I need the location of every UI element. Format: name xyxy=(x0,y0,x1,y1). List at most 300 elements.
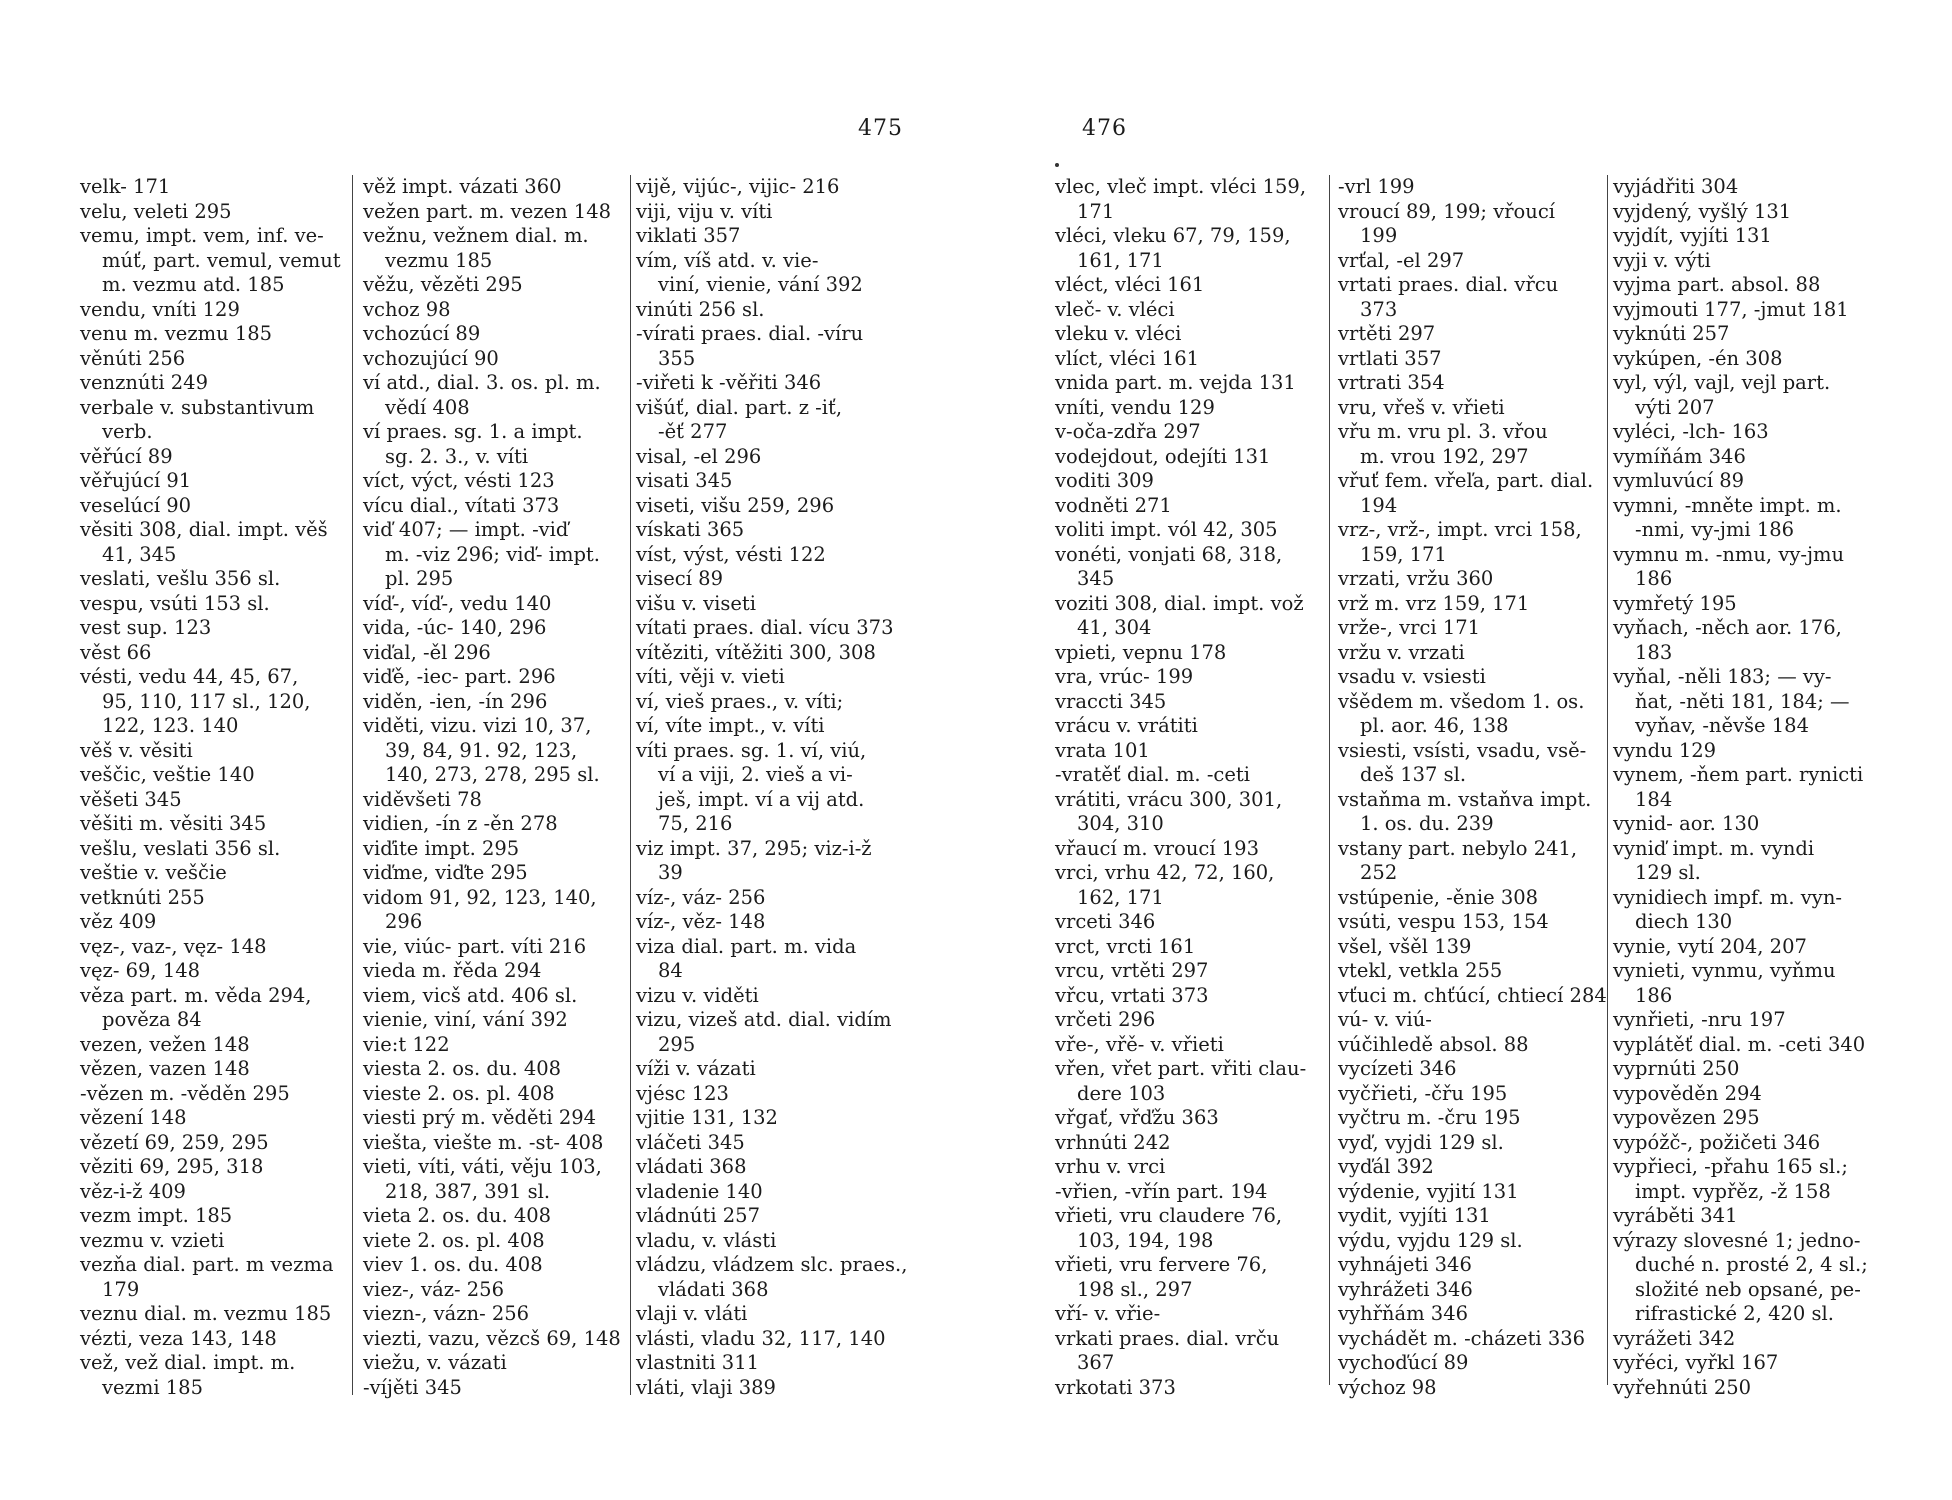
index-entry xyxy=(363,812,633,837)
entry-line: -vřien, -vřín part. 194 xyxy=(1055,1179,1268,1203)
column-rule xyxy=(1329,175,1330,1385)
index-entry xyxy=(1338,910,1610,935)
entry-line: vlíct, vléci 161 xyxy=(1055,346,1200,370)
index-entry xyxy=(1055,665,1325,690)
entry-continuation: 355 xyxy=(658,346,696,370)
index-entry xyxy=(1338,641,1610,666)
index-entry xyxy=(636,322,914,371)
index-entry xyxy=(363,984,633,1009)
index-entry xyxy=(1613,347,1903,372)
index-entry xyxy=(1613,1376,1903,1401)
entry-line: -vratěť dial. m. -ceti xyxy=(1055,763,1250,786)
index-entry xyxy=(1055,1131,1325,1156)
entry-line: vrata 101 xyxy=(1055,738,1150,762)
entry-line: vésti, vedu 44, 45, 67, xyxy=(80,665,299,688)
index-entry xyxy=(80,200,350,225)
index-entry xyxy=(1055,763,1325,788)
index-entry xyxy=(1338,1229,1610,1254)
index-column-4 xyxy=(1055,175,1325,1400)
entry-continuation: 186 xyxy=(1635,983,1673,1007)
entry-line: vřu m. vru pl. 3. vřou xyxy=(1338,420,1548,443)
entry-line: viezti, vazu, vězcš 69, 148 xyxy=(363,1326,621,1350)
entry-line: věž impt. vázati 360 xyxy=(363,175,562,198)
index-entry xyxy=(1338,518,1610,567)
entry-line: vrci, vrhu 42, 72, 160, xyxy=(1055,861,1275,884)
entry-line: vrkati praes. dial. vrču xyxy=(1055,1326,1280,1350)
entry-line: vieda m. řěda 294 xyxy=(363,959,542,982)
index-entry xyxy=(80,175,350,200)
index-entry xyxy=(1055,273,1325,298)
entry-continuation: pověza 84 xyxy=(102,1008,202,1031)
index-entry xyxy=(1338,616,1610,641)
entry-line: věziti 69, 295, 318 xyxy=(80,1155,264,1178)
entry-line: věz 409 xyxy=(80,910,157,933)
index-entry xyxy=(80,371,350,396)
entry-line: vládzu, vládzem slc. praes., xyxy=(636,1253,908,1276)
entry-line: vyjádřiti 304 xyxy=(1613,175,1739,198)
index-entry xyxy=(1055,175,1325,224)
index-entry xyxy=(363,1376,633,1401)
index-entry xyxy=(363,1302,633,1327)
index-entry xyxy=(80,1229,350,1254)
entry-line: vsadu v. vsiesti xyxy=(1338,665,1486,688)
index-entry xyxy=(363,1155,633,1204)
entry-line: vydit, vyjíti 131 xyxy=(1338,1204,1491,1227)
index-entry xyxy=(1613,935,1903,960)
entry-continuation: 41, 304 xyxy=(1077,616,1152,639)
entry-line: viděn, -ien, -ín 296 xyxy=(363,689,548,713)
entry-line: visecí 89 xyxy=(636,567,723,590)
entry-continuation: viní, vienie, vání 392 xyxy=(658,273,863,296)
entry-line: vrct, vrcti 161 xyxy=(1055,934,1196,958)
entry-line: viseti, višu 259, 296 xyxy=(636,493,835,517)
entry-continuation: 345 xyxy=(1077,567,1115,590)
entry-line: vyjmouti 177, -jmut 181 xyxy=(1613,297,1849,321)
index-entry xyxy=(1613,1229,1903,1327)
index-entry xyxy=(80,665,350,739)
index-entry xyxy=(636,298,914,323)
index-entry xyxy=(1613,543,1903,592)
entry-continuation: 41, 345 xyxy=(102,542,177,566)
index-entry xyxy=(1338,273,1610,322)
index-entry xyxy=(636,1106,914,1131)
index-entry xyxy=(1338,1033,1610,1058)
entry-line: viezn-, vázn- 256 xyxy=(363,1302,530,1325)
index-entry xyxy=(363,1131,633,1156)
index-entry xyxy=(1338,347,1610,372)
entry-line: vyřéci, vyřkl 167 xyxy=(1613,1351,1779,1374)
entry-line: vrtlati 357 xyxy=(1338,346,1442,370)
index-entry xyxy=(363,592,633,617)
entry-line: všědem m. všedom 1. os. xyxy=(1338,689,1585,713)
index-entry xyxy=(1613,1327,1903,1352)
entry-line: věst 66 xyxy=(80,640,152,664)
entry-continuation: m. vezmu atd. 185 xyxy=(102,273,285,296)
index-entry xyxy=(1055,396,1325,421)
entry-continuation: 159, 171 xyxy=(1360,542,1447,566)
entry-line: vrž m. vrz 159, 171 xyxy=(1338,591,1530,615)
entry-line: vržu v. vrzati xyxy=(1338,640,1465,664)
entry-continuation: pl. 295 xyxy=(385,567,454,590)
entry-line: vizu v. viděti xyxy=(636,983,759,1007)
entry-line: vím, víš atd. v. vie- xyxy=(636,248,819,272)
entry-line: viďme, viďte 295 xyxy=(363,861,528,884)
index-entry xyxy=(1055,1033,1325,1058)
entry-line: vru, vřeš v. vřieti xyxy=(1338,395,1505,419)
entry-line: vymřetý 195 xyxy=(1613,591,1737,615)
entry-line: vidien, -ín z -ěn 278 xyxy=(363,812,558,835)
entry-line: vláti, vlaji 389 xyxy=(636,1375,776,1399)
index-entry xyxy=(80,1033,350,1058)
index-entry xyxy=(80,910,350,935)
index-entry xyxy=(363,347,633,372)
entry-line: vyďál 392 xyxy=(1338,1155,1434,1178)
entry-line: -víjěti 345 xyxy=(363,1375,462,1399)
index-entry xyxy=(1338,200,1610,249)
entry-line: viesta 2. os. du. 408 xyxy=(363,1057,562,1080)
entry-line: vieste 2. os. pl. 408 xyxy=(363,1081,555,1105)
entry-line: vyjdít, vyjíti 131 xyxy=(1613,224,1772,247)
index-entry xyxy=(80,1351,350,1400)
index-entry xyxy=(80,567,350,592)
entry-line: výchoz 98 xyxy=(1338,1375,1437,1399)
index-entry xyxy=(80,445,350,470)
entry-line: vyléci, -lch- 163 xyxy=(1613,420,1769,443)
entry-line: vycízeti 346 xyxy=(1338,1057,1457,1080)
index-entry xyxy=(363,322,633,347)
index-entry xyxy=(636,469,914,494)
index-entry xyxy=(1338,1057,1610,1082)
entry-line: vyřehnúti 250 xyxy=(1613,1375,1752,1399)
entry-line: voliti impt. vól 42, 305 xyxy=(1055,518,1278,541)
entry-continuation: 171 xyxy=(1077,199,1115,223)
entry-line: vězen, vazen 148 xyxy=(80,1057,250,1080)
entry-line: venznúti 249 xyxy=(80,371,208,394)
entry-continuation: ňat, -něti 181, 184; — xyxy=(1635,689,1850,713)
entry-line: viza dial. part. m. vida xyxy=(636,934,857,958)
index-entry xyxy=(80,886,350,911)
index-entry xyxy=(1338,469,1610,518)
entry-continuation: 129 sl. xyxy=(1635,861,1701,884)
index-entry xyxy=(80,592,350,617)
index-entry xyxy=(1613,812,1903,837)
index-entry xyxy=(636,739,914,837)
entry-line: v-oča-zdřa 297 xyxy=(1055,420,1201,443)
entry-line: visal, -el 296 xyxy=(636,444,762,468)
entry-line: vymíňám 346 xyxy=(1613,444,1746,468)
entry-line: vieta 2. os. du. 408 xyxy=(363,1204,552,1227)
index-entry xyxy=(636,690,914,715)
index-entry xyxy=(1613,1155,1903,1204)
index-entry xyxy=(636,984,914,1009)
entry-line: vyjma part. absol. 88 xyxy=(1613,273,1821,296)
index-entry xyxy=(636,445,914,470)
entry-line: veščic, veštie 140 xyxy=(80,763,255,786)
index-entry xyxy=(363,1278,633,1303)
entry-line: vězetí 69, 259, 295 xyxy=(80,1130,269,1154)
index-entry xyxy=(363,494,633,519)
entry-line: vymni, -mněte impt. m. xyxy=(1613,493,1842,517)
entry-line: viď 407; — impt. -viď xyxy=(363,518,569,541)
index-entry xyxy=(80,1106,350,1131)
index-entry xyxy=(1613,763,1903,812)
entry-line: vyrážeti 342 xyxy=(1613,1326,1736,1350)
index-entry xyxy=(1055,935,1325,960)
entry-line: vúčihledě absol. 88 xyxy=(1338,1032,1529,1056)
entry-continuation: diech 130 xyxy=(1635,910,1733,933)
index-entry xyxy=(1613,1057,1903,1082)
entry-line: viz impt. 37, 295; viz-i-ž xyxy=(636,836,872,860)
index-entry xyxy=(1338,1302,1610,1327)
index-entry xyxy=(636,396,914,445)
entry-line: vrtrati 354 xyxy=(1338,371,1445,394)
index-entry xyxy=(1613,1204,1903,1229)
index-entry xyxy=(636,371,914,396)
entry-line: vřieti, vru claudere 76, xyxy=(1055,1204,1283,1227)
index-entry xyxy=(1055,469,1325,494)
index-entry xyxy=(80,396,350,445)
entry-line: vítěziti, vítěžiti 300, 308 xyxy=(636,640,876,664)
index-entry xyxy=(80,1204,350,1229)
entry-line: vypovězen 295 xyxy=(1613,1106,1760,1129)
index-entry xyxy=(636,494,914,519)
entry-line: vida, -úc- 140, 296 xyxy=(363,616,547,639)
entry-line: vest sup. 123 xyxy=(80,616,212,639)
index-entry xyxy=(80,347,350,372)
entry-line: vynieti, vynmu, vyňmu xyxy=(1613,959,1836,982)
entry-continuation: ví a viji, 2. vieš a vi- xyxy=(658,763,853,786)
entry-line: -viřeti k -věřiti 346 xyxy=(636,371,822,394)
entry-line: viďite impt. 295 xyxy=(363,836,520,860)
entry-line: vyňal, -něli 183; — vy- xyxy=(1613,665,1832,688)
entry-line: vespu, vsúti 153 sl. xyxy=(80,591,270,615)
entry-line: vícu dial., vítati 373 xyxy=(363,493,560,517)
index-entry xyxy=(636,1008,914,1057)
index-entry xyxy=(363,298,633,323)
entry-line: vijě, vijúc-, vijic- 216 xyxy=(636,175,840,198)
entry-line: vie, viúc- part. víti 216 xyxy=(363,934,587,958)
entry-line: vnida part. m. vejda 131 xyxy=(1055,371,1296,394)
entry-line: -vírati praes. dial. -víru xyxy=(636,322,864,345)
entry-line: vežen part. m. vezen 148 xyxy=(363,199,612,223)
index-entry xyxy=(1055,1302,1325,1327)
index-entry xyxy=(80,641,350,666)
index-entry xyxy=(636,886,914,911)
index-entry xyxy=(1055,1106,1325,1131)
entry-continuation: 122, 123. 140 xyxy=(102,714,239,737)
index-entry xyxy=(1055,861,1325,910)
entry-continuation: 1. os. du. 239 xyxy=(1360,812,1494,835)
index-entry xyxy=(363,1327,633,1352)
index-entry xyxy=(1613,1106,1903,1131)
entry-continuation: 295 xyxy=(658,1032,696,1056)
index-entry xyxy=(636,567,914,592)
entry-line: vieti, víti, váti, věju 103, xyxy=(363,1155,602,1178)
index-entry xyxy=(363,690,633,715)
entry-continuation: 218, 387, 391 sl. xyxy=(385,1179,551,1203)
entry-continuation: 95, 110, 117 sl., 120, xyxy=(102,689,311,713)
index-entry xyxy=(636,641,914,666)
page-number-left: 475 xyxy=(858,116,903,141)
index-entry xyxy=(363,861,633,886)
index-entry xyxy=(636,910,914,935)
index-entry xyxy=(1338,665,1610,690)
entry-continuation: výti 207 xyxy=(1635,395,1715,419)
index-entry xyxy=(636,714,914,739)
entry-line: veselúcí 90 xyxy=(80,493,192,517)
index-entry xyxy=(1613,200,1903,225)
index-entry xyxy=(363,886,633,935)
index-entry xyxy=(80,518,350,567)
entry-line: vládnúti 257 xyxy=(636,1204,760,1227)
entry-line: vchozúcí 89 xyxy=(363,322,481,345)
entry-line: vře-, vřě- v. vřieti xyxy=(1055,1032,1224,1056)
index-entry xyxy=(636,935,914,984)
index-column-1 xyxy=(80,175,350,1400)
entry-line: vra, vrúc- 199 xyxy=(1055,665,1194,688)
index-entry xyxy=(1613,616,1903,665)
entry-continuation: 186 xyxy=(1635,567,1673,590)
index-entry xyxy=(636,1180,914,1205)
entry-continuation: 296 xyxy=(385,910,423,933)
entry-line: vítati praes. dial. vícu 373 xyxy=(636,616,894,639)
index-entry xyxy=(1338,739,1610,788)
entry-continuation: múť, part. vemul, vemut xyxy=(102,248,341,272)
index-entry xyxy=(363,175,633,200)
index-entry xyxy=(1055,959,1325,984)
entry-line: věz-i-ž 409 xyxy=(80,1179,186,1203)
entry-continuation: 198 sl., 297 xyxy=(1077,1277,1193,1301)
index-entry xyxy=(1055,322,1325,347)
index-entry xyxy=(80,959,350,984)
entry-line: vrtati praes. dial. vřcu xyxy=(1338,273,1559,296)
index-entry xyxy=(80,1180,350,1205)
entry-line: věza part. m. věda 294, xyxy=(80,983,312,1007)
entry-line: vezen, vežen 148 xyxy=(80,1032,250,1056)
index-entry xyxy=(80,469,350,494)
index-entry xyxy=(80,812,350,837)
entry-line: vsúti, vespu 153, 154 xyxy=(1338,910,1549,933)
entry-line: vrhnúti 242 xyxy=(1055,1130,1171,1154)
index-entry xyxy=(80,935,350,960)
entry-line: visati 345 xyxy=(636,469,733,492)
entry-line: víct, výct, vésti 123 xyxy=(363,469,555,492)
entry-line: vyl, výl, vajl, vejl part. xyxy=(1613,371,1831,394)
index-entry xyxy=(1055,1204,1325,1253)
entry-continuation: ješ, impt. ví a vij atd. xyxy=(658,787,865,811)
entry-line: vrkotati 373 xyxy=(1055,1375,1176,1399)
entry-line: vleku v. vléci xyxy=(1055,322,1182,345)
index-entry xyxy=(1338,420,1610,469)
entry-line: vynřieti, -nru 197 xyxy=(1613,1008,1786,1031)
index-entry xyxy=(80,1327,350,1352)
entry-line: vypóžč-, požičeti 346 xyxy=(1613,1130,1821,1154)
entry-continuation: rifrastické 2, 420 sl. xyxy=(1635,1302,1834,1325)
entry-line: vťuci m. chťúcí, chtiecí 284 xyxy=(1338,983,1607,1007)
index-entry xyxy=(636,1376,914,1401)
index-entry xyxy=(636,175,914,200)
index-entry xyxy=(1338,567,1610,592)
index-entry xyxy=(363,518,633,592)
entry-line: výrazy slovesné 1; jedno- xyxy=(1613,1228,1861,1252)
index-entry xyxy=(80,861,350,886)
index-entry xyxy=(1338,175,1610,200)
index-entry xyxy=(1055,788,1325,837)
entry-line: vyčtru m. -čru 195 xyxy=(1338,1106,1521,1129)
column-rule xyxy=(352,175,353,1395)
entry-line: vleč- v. vléci xyxy=(1055,297,1175,321)
entry-line: voziti 308, dial. impt. vož xyxy=(1055,591,1304,615)
entry-line: vyňach, -něch aor. 176, xyxy=(1613,616,1842,639)
entry-line: vyplátěť dial. m. -ceti 340 xyxy=(1613,1032,1866,1056)
index-entry xyxy=(1055,420,1325,445)
entry-line: viežu, v. vázati xyxy=(363,1351,507,1374)
index-entry xyxy=(80,1155,350,1180)
index-entry xyxy=(636,1351,914,1376)
entry-line: víz-, váz- 256 xyxy=(636,885,766,909)
entry-line: vrťal, -el 297 xyxy=(1338,248,1465,272)
entry-line: vězení 148 xyxy=(80,1106,187,1129)
entry-line: věšiti m. věsiti 345 xyxy=(80,812,267,835)
entry-line: vezmu v. vzieti xyxy=(80,1228,225,1252)
index-entry xyxy=(1613,1131,1903,1156)
entry-line: věřúcí 89 xyxy=(80,444,173,468)
index-entry xyxy=(363,714,633,788)
index-entry xyxy=(363,788,633,813)
index-entry xyxy=(80,322,350,347)
entry-continuation: 183 xyxy=(1635,640,1673,664)
entry-line: vodejdout, odejíti 131 xyxy=(1055,444,1271,468)
entry-continuation: vládati 368 xyxy=(658,1277,769,1301)
entry-continuation: 367 xyxy=(1077,1351,1115,1374)
index-entry xyxy=(80,224,350,298)
index-entry xyxy=(1613,322,1903,347)
entry-line: ví praes. sg. 1. a impt. xyxy=(363,420,583,443)
entry-line: vřgať, vřďžu 363 xyxy=(1055,1106,1219,1129)
index-entry xyxy=(1055,371,1325,396)
entry-line: vníti, vendu 129 xyxy=(1055,395,1215,419)
entry-line: vinúti 256 sl. xyxy=(636,297,765,321)
entry-line: vstaňma m. vstaňva impt. xyxy=(1338,787,1592,811)
index-entry xyxy=(636,1082,914,1107)
entry-line: vjitie 131, 132 xyxy=(636,1106,778,1129)
index-entry xyxy=(1338,886,1610,911)
index-entry xyxy=(80,1131,350,1156)
entry-line: vřuť fem. vřeľa, part. dial. xyxy=(1338,469,1594,492)
index-entry xyxy=(636,665,914,690)
entry-line: věnúti 256 xyxy=(80,346,186,370)
entry-line: vyhrážeti 346 xyxy=(1338,1277,1473,1301)
index-entry xyxy=(363,420,633,469)
index-entry xyxy=(363,1204,633,1229)
index-entry xyxy=(1338,959,1610,984)
entry-line: vež, vež dial. impt. m. xyxy=(80,1351,296,1374)
index-entry xyxy=(1613,371,1903,420)
index-entry xyxy=(1338,1180,1610,1205)
index-entry xyxy=(636,1302,914,1327)
entry-line: vrceti 346 xyxy=(1055,910,1156,933)
index-column-6 xyxy=(1613,175,1903,1400)
entry-line: vynid- aor. 130 xyxy=(1613,812,1760,835)
entry-line: vřcu, vrtati 373 xyxy=(1055,983,1209,1007)
index-entry xyxy=(1055,1376,1325,1401)
index-entry xyxy=(636,224,914,249)
index-entry xyxy=(636,1204,914,1229)
entry-line: vynie, vytí 204, 207 xyxy=(1613,934,1807,958)
index-entry xyxy=(1613,445,1903,470)
index-entry xyxy=(1338,1204,1610,1229)
entry-line: venu m. vezmu 185 xyxy=(80,322,273,345)
